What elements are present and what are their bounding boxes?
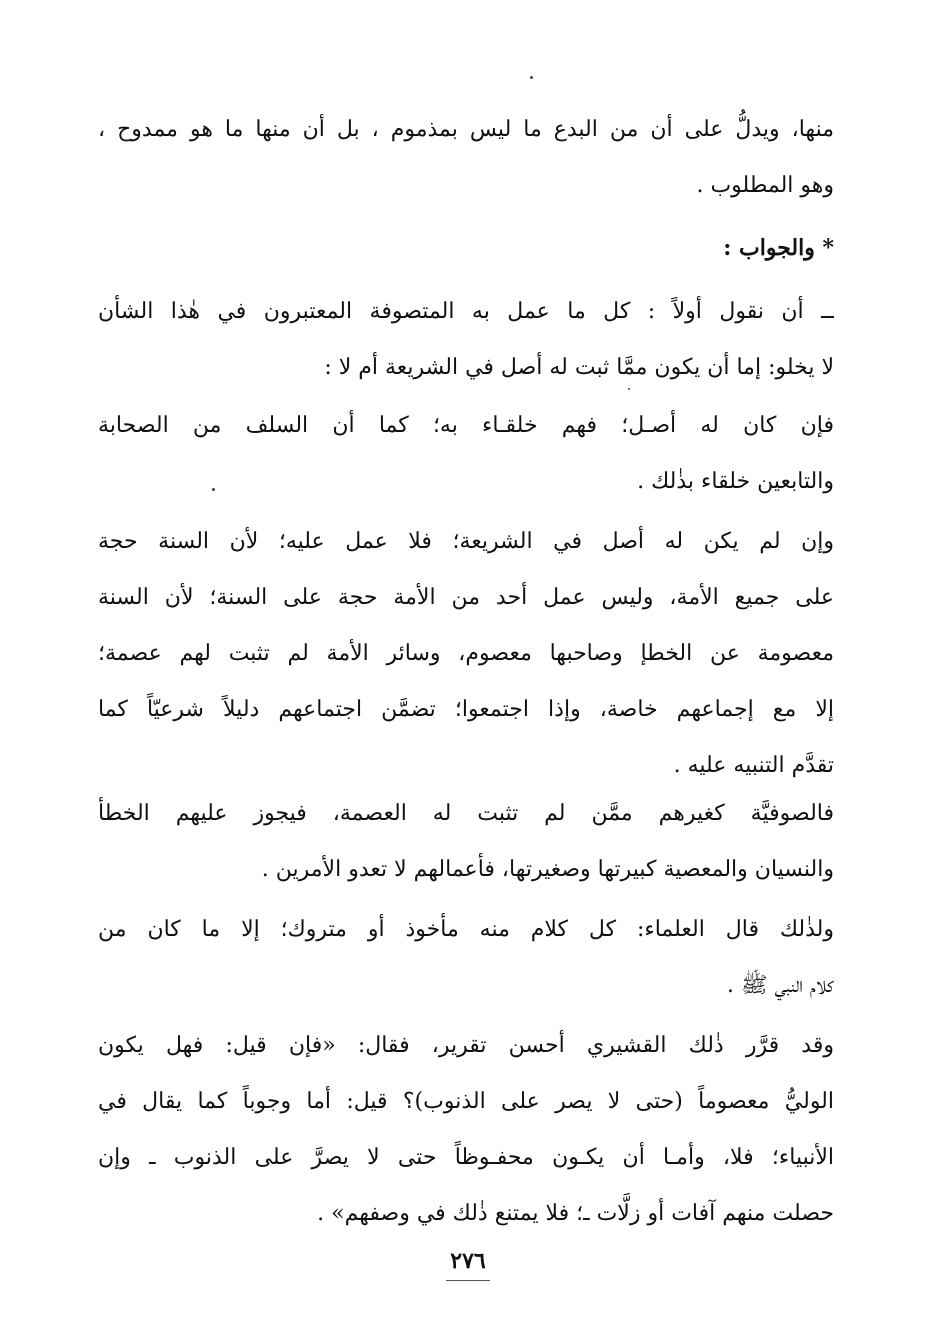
paragraph-line: على جميع الأمة، وليس عمل أحد من الأمة حجة على السنة؛ لأن السنة <box>98 585 834 610</box>
paragraph-8 <box>98 1018 834 1242</box>
page-number-rule <box>446 1280 490 1281</box>
paragraph-line: حصلت منهم آفات أو زلَّات ـ؛ فلا يمتنع ذٰلك في وصفهم» . <box>317 1201 834 1226</box>
paragraph-line: تقدَّم التنبيه عليه . <box>673 753 834 778</box>
paragraph-line: وإن لم يكن له أصل في الشريعة؛ فلا عمل عليه؛ لأن السنة حجة <box>98 529 834 554</box>
page-number: ٢٧٦ <box>450 1248 486 1274</box>
paragraph-4 <box>98 398 834 510</box>
paragraph-3 <box>98 284 834 396</box>
paragraph-line: لا يخلو: إما أن يكون ممَّا ثبت له أصل في الشريعة أم لا : <box>324 355 834 380</box>
scan-speck <box>530 76 533 79</box>
paragraph-line: والتابعين خلقاء بذٰلك . <box>637 469 834 494</box>
paragraph-line: وقد قرَّر ذٰلك القشيري أحسن تقرير، فقال: «فإن قيل: فهل يكون <box>98 1033 834 1058</box>
paragraph-line: معصومة عن الخطإ وصاحبها معصوم، وسائر الأمة لم تثبت لهم عصمة؛ <box>98 641 834 666</box>
paragraph-1 <box>98 102 834 214</box>
paragraph-line: فإن كان له أصـل؛ فهم خلقـاء به؛ كما أن السلف من الصحابة <box>98 413 834 438</box>
paragraph-line: الأنبياء؛ فلا، وأمـا أن يكـون محفـوظاً حتى لا يصرَّ على الذنوب ـ وإن <box>98 1145 834 1170</box>
paragraph-line: فالصوفيَّة كغيرهم ممَّن لم تثبت له العصمة، فيجوز عليهم الخطأ <box>98 801 834 826</box>
paragraph-line: منها، ويدلُّ على أن من البدع ما ليس بمذموم ، بل أن منها ما هو ممدوح ، <box>98 117 834 142</box>
paragraph-line: ولذٰلك قال العلماء: كل كلام منه مأخوذ أو متروك؛ إلا ما كان من <box>98 917 834 942</box>
paragraph-6 <box>98 786 834 898</box>
paragraph-line: إلا مع إجماعهم خاصة، وإذا اجتمعوا؛ تضمَّن اجتماعهم دليلاً شرعيّاً كما <box>98 697 834 722</box>
paragraph-line: وهو المطلوب . <box>696 173 834 198</box>
heading-line: * والجواب : <box>723 235 834 261</box>
paragraph-line: ــ أن نقول أولاً : كل ما عمل به المتصوفة المعتبرون في هٰذا الشأن <box>98 299 834 324</box>
answer-heading <box>98 220 834 276</box>
paragraph-line: الوليُّ معصوماً (حتى لا يصر على الذنوب)؟ قيل: أما وجوباً كما يقال في <box>98 1089 834 1114</box>
paragraph-7 <box>98 902 834 1014</box>
paragraph-line: والنسيان والمعصية كبيرتها وصغيرتها، فأعمالهم لا تعدو الأمرين . <box>261 857 834 882</box>
paragraph-line: كلام النبي ﷺ . <box>727 973 834 998</box>
paragraph-5 <box>98 514 834 794</box>
